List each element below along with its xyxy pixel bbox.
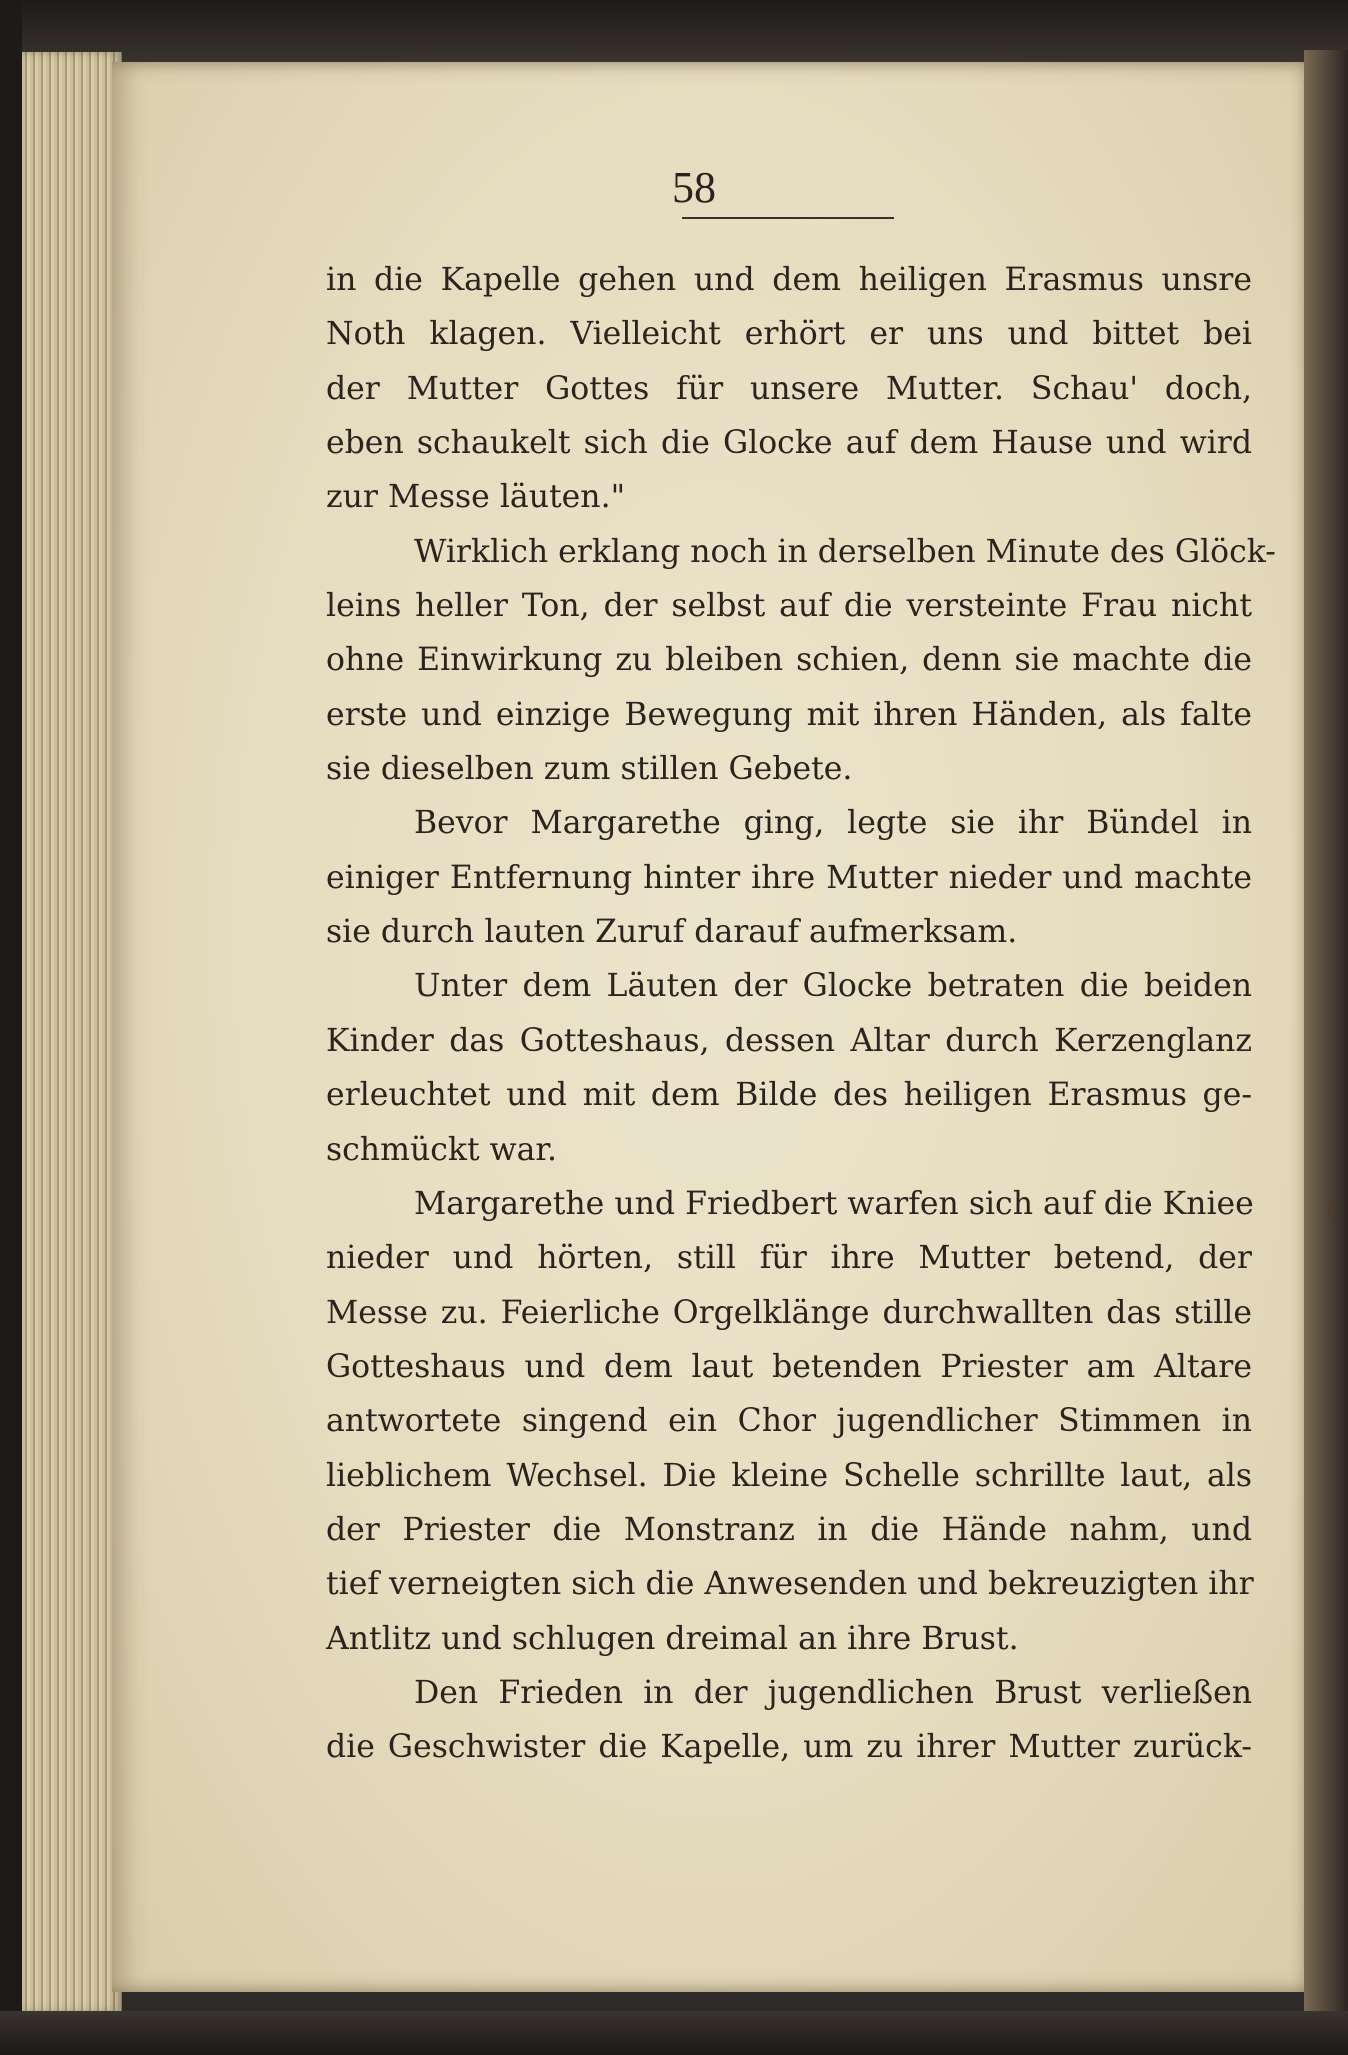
- text-line: die Geschwister die Kapelle, um zu ihrer Mutter zurück-: [326, 1729, 1252, 1766]
- page-number: 58: [672, 163, 716, 212]
- text-line: tief verneigten sich die Anwesenden und bekreuzigten ihr: [326, 1566, 1254, 1603]
- page-number-rule: [682, 217, 894, 219]
- text-line: schmückt war.: [326, 1131, 558, 1168]
- text-line: sie dieselben zum stillen Gebete.: [326, 751, 853, 788]
- text-line: Noth klagen. Vielleicht erhört er uns und bittet bei: [326, 316, 1252, 353]
- text-line: ohne Einwirkung zu bleiben schien, denn sie machte die: [326, 642, 1252, 679]
- book-cover-top: [0, 0, 1348, 64]
- text-line: Margarethe und Friedbert warfen sich auf die Kniee: [414, 1185, 1254, 1222]
- text-line: leins heller Ton, der selbst auf die versteinte Frau nicht: [326, 588, 1252, 625]
- ink-smudge: [1328, 1200, 1334, 1218]
- page-edges: [22, 52, 122, 2012]
- text-line: Wirklich erklang noch in derselben Minute des Glöck-: [414, 533, 1276, 570]
- text-line: Den Frieden in der jugendlichen Brust verließen: [414, 1674, 1252, 1711]
- text-line: der Priester die Monstranz in die Hände nahm, und: [326, 1511, 1252, 1548]
- text-line: der Mutter Gottes für unsere Mutter. Schau' doch,: [326, 370, 1252, 407]
- book-cover-bottom: [0, 2011, 1348, 2055]
- text-line: lieblichem Wechsel. Die kleine Schelle schrillte laut, als: [326, 1457, 1252, 1494]
- text-line: erste und einzige Bewegung mit ihren Händen, als falte: [326, 696, 1252, 733]
- text-line: in die Kapelle gehen und dem heiligen Erasmus unsre: [326, 262, 1252, 298]
- text-line: nieder und hörten, still für ihre Mutter betend, der: [326, 1240, 1252, 1277]
- text-line: einiger Entfernung hinter ihre Mutter nieder und machte: [326, 859, 1252, 896]
- text-line: Unter dem Läuten der Glocke betraten die beiden: [414, 968, 1252, 1005]
- text-line: eben schaukelt sich die Glocke auf dem Hause und wird: [326, 425, 1252, 462]
- text-line: Messe zu. Feierliche Orgelklänge durchwallten das stille: [326, 1294, 1252, 1331]
- book-cover-left: [0, 0, 22, 2055]
- page-body-text: [326, 253, 1276, 1775]
- text-line: antwortete singend ein Chor jugendlicher Stimmen in: [326, 1403, 1252, 1440]
- text-line: erleuchtet und mit dem Bilde des heiligen Erasmus ge-: [326, 1077, 1252, 1114]
- text-line: Kinder das Gotteshaus, dessen Altar durch Kerzenglanz: [326, 1022, 1252, 1059]
- text-line: Bevor Margarethe ging, legte sie ihr Bündel in: [414, 805, 1252, 842]
- text-line: sie durch lauten Zuruf darauf aufmerksam.: [326, 914, 1018, 951]
- text-line: zur Messe läuten.": [326, 479, 626, 516]
- text-line: Gotteshaus und dem laut betenden Priester am Altare: [326, 1348, 1252, 1385]
- gutter-shadow: [1304, 50, 1348, 2025]
- text-line: Antlitz und schlugen dreimal an ihre Brust.: [326, 1620, 1019, 1657]
